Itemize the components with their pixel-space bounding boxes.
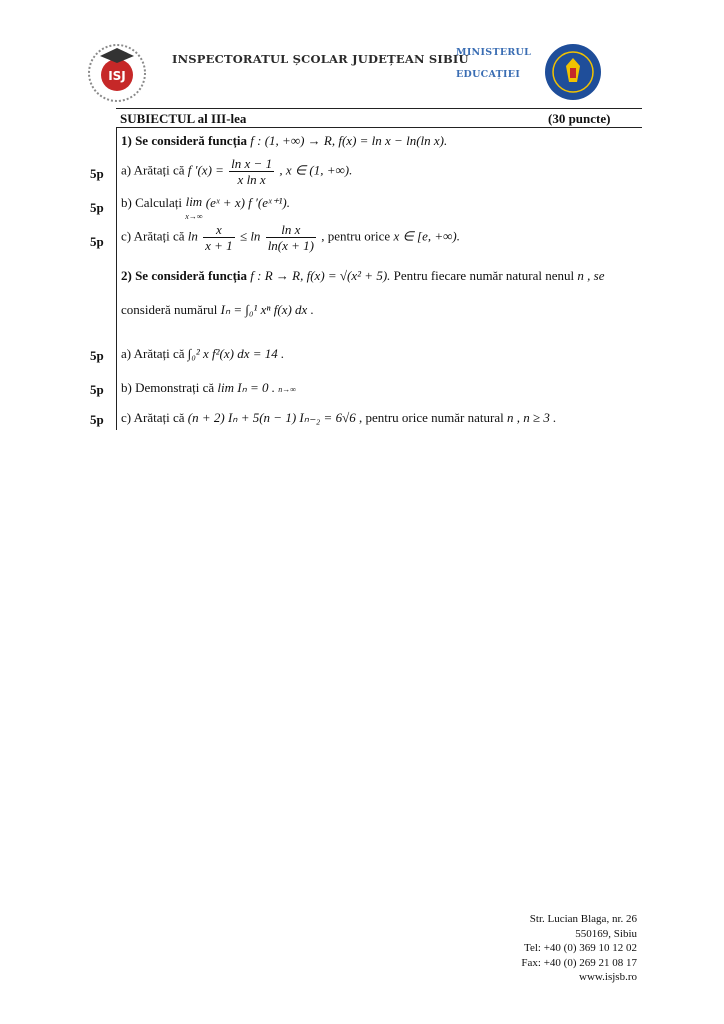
ministry-title	[456, 42, 531, 86]
problem2-line2	[121, 302, 314, 318]
problem2b-math: lim Iₙ = 0 .	[217, 380, 276, 395]
problem1a-points: 5p	[90, 166, 104, 181]
problem2-function: f : R → R, f(x) = √(x² + 5).	[250, 268, 391, 283]
footer-street: Str. Lucian Blaga, nr. 26	[529, 913, 637, 925]
problem2a	[121, 346, 284, 362]
problem1a-fraction: $\frac{\text{ln x − 1}}{\text{x ln x}}$	[231, 156, 273, 187]
problem1c	[121, 222, 460, 253]
problem1b-expr: (eˣ + x) f ′(eˣ⁺¹).	[205, 195, 290, 210]
problem1a	[121, 156, 352, 187]
ministry-line-1: MINISTERUL	[456, 47, 532, 58]
problem2a-label: a) Arătați că	[121, 346, 185, 361]
svg-text:ISJ: ISJ	[108, 69, 126, 83]
problem1b-label: b) Calculați	[121, 195, 183, 210]
problem2c-cond: n , n ≥ 3 .	[506, 410, 557, 425]
problem1c-tail: , pentru orice	[321, 228, 391, 244]
footer-city: 550169, Sibiu	[575, 927, 637, 940]
ministry-line-2: EDUCAȚIEI	[456, 69, 521, 80]
footer-web[interactable]: www.isjsb.ro	[579, 971, 637, 983]
problem1c-fraction-2: $\frac{\text{ln x}}{\ln(x + 1)}$	[267, 222, 314, 253]
points-column-divider	[116, 127, 117, 430]
subject-title: SUBIECTUL al III-lea	[120, 111, 247, 126]
problem1-function: f : (1, +∞) → R, f(x) = ln x − ln(ln x).	[250, 133, 448, 148]
problem1b-lim-sub: x→∞	[185, 212, 203, 221]
problem2-intro-n: n , se	[577, 268, 605, 283]
problem1-label: 1) Se consideră funcția	[121, 133, 248, 148]
problem1c-label: c) Arătați că	[121, 228, 185, 244]
isj-logo-icon	[86, 42, 148, 104]
problem2b-points: 5p	[90, 382, 104, 397]
problem2-line2-label: consideră numărul	[121, 302, 218, 317]
problem1-intro	[121, 133, 447, 149]
problem2-integral: Iₙ = ∫₀¹ xⁿ f(x) dx .	[220, 302, 314, 317]
problem1b-lim: lim	[185, 194, 203, 209]
problem1c-fraction-1: $\frac{x}{x + 1}$	[205, 222, 233, 253]
page-footer	[521, 912, 637, 985]
problem2c-label: c) Arătați că	[121, 410, 185, 425]
problem2c-tail: , pentru orice număr natural	[358, 410, 504, 425]
problem1a-tail: , x ∈ (1, +∞).	[279, 162, 353, 178]
problem1a-label: a) Arătați că	[121, 162, 185, 178]
problem1c-le: ≤ ln	[239, 228, 261, 244]
problem2c-math: (n + 2) Iₙ + 5(n − 1) Iₙ₋₂ = 6√6	[187, 410, 356, 425]
problem2c-points: 5p	[90, 412, 104, 427]
subject-points: (30 puncte)	[548, 111, 611, 126]
problem1c-ln: ln	[187, 228, 198, 244]
problem1c-domain: x ∈ [e, +∞).	[393, 228, 460, 244]
page-header	[0, 0, 724, 110]
subject-bottom-rule	[116, 127, 642, 128]
problem1a-lhs: f ′(x) =	[187, 162, 224, 178]
inspectorate-title: INSPECTORATUL ȘCOLAR JUDEȚEAN SIBIU	[172, 52, 469, 66]
government-seal-icon	[543, 42, 603, 102]
footer-fax: Fax: +40 (0) 269 21 08 17	[521, 956, 637, 969]
problem2-intro-tail: Pentru fiecare număr natural nenul	[393, 268, 575, 283]
problem2a-math: ∫₀² x f²(x) dx = 14 .	[187, 346, 285, 361]
problem1c-points: 5p	[90, 234, 104, 249]
problem2c	[121, 410, 556, 426]
problem1b	[121, 195, 290, 223]
footer-tel: Tel: +40 (0) 369 10 12 02	[524, 942, 637, 954]
problem1b-points: 5p	[90, 200, 104, 215]
problem2b	[121, 380, 296, 396]
problem2a-points: 5p	[90, 348, 104, 363]
problem2-intro	[121, 268, 604, 284]
problem2-label: 2) Se consideră funcția	[121, 268, 248, 283]
subject-top-rule	[116, 108, 642, 109]
problem2b-sub: n→∞	[278, 385, 296, 394]
problem2b-label: b) Demonstrați că	[121, 380, 215, 395]
